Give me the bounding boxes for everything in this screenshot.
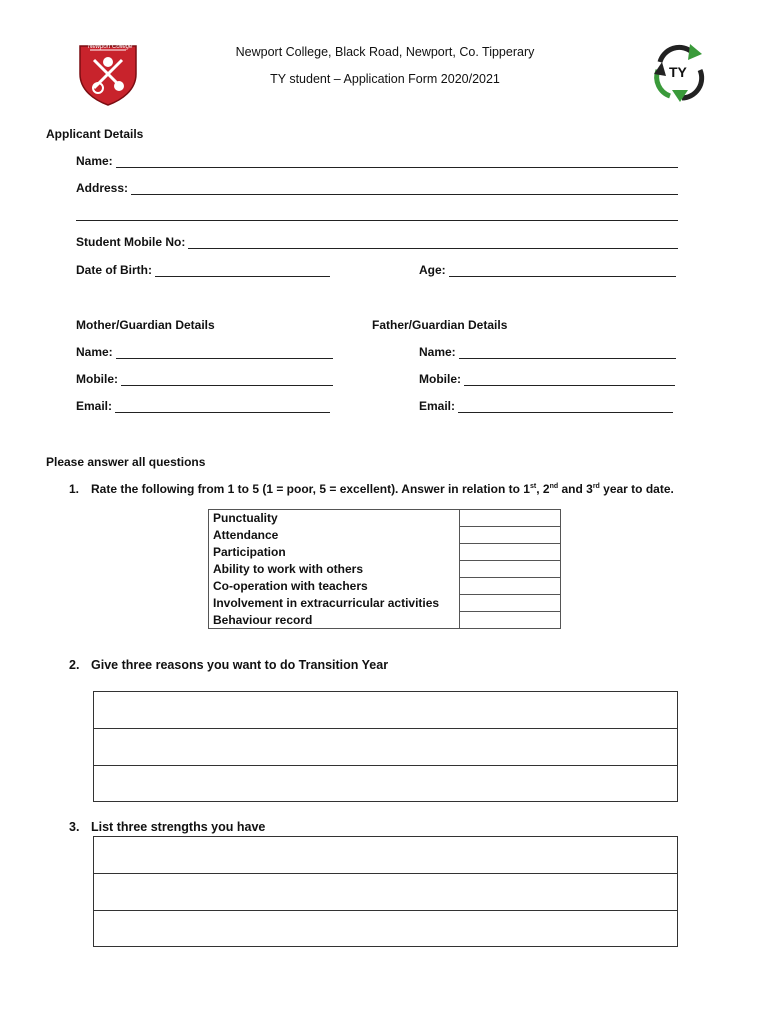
strengths-answer-box (93, 836, 678, 947)
rating-item-label: Punctuality (209, 510, 460, 527)
rating-row (209, 561, 561, 578)
rating-row (209, 527, 561, 544)
strength-answer-row[interactable] (94, 837, 677, 874)
rating-item-label: Behaviour record (209, 612, 460, 629)
rating-row (209, 578, 561, 595)
question-1: 1. Rate the following from 1 to 5 (1 = poor, 5 = excellent). Answer in relation to 1st, 2nd and 3rd year to date. (69, 482, 674, 496)
reason-answer-row[interactable] (94, 766, 677, 802)
mother-mobile-field[interactable]: Mobile: (76, 372, 333, 386)
rating-score-cell[interactable] (460, 544, 561, 561)
rating-row (209, 510, 561, 527)
question-3: 3. List three strengths you have (69, 820, 266, 834)
age-field[interactable]: Age: (419, 263, 676, 277)
reasons-answer-box (93, 691, 678, 802)
rating-row (209, 612, 561, 629)
school-crest-logo: Newport College (76, 40, 140, 106)
father-name-field[interactable]: Name: (419, 345, 676, 359)
applicant-section-title: Applicant Details (46, 127, 144, 141)
father-guardian-title: Father/Guardian Details (372, 318, 508, 332)
questions-intro: Please answer all questions (46, 455, 206, 469)
date-of-birth-field[interactable]: Date of Birth: (76, 263, 330, 277)
applicant-address-field[interactable]: Address: (76, 181, 678, 195)
rating-table (208, 509, 561, 629)
rating-item-label: Co-operation with teachers (209, 578, 460, 595)
mother-guardian-title: Mother/Guardian Details (76, 318, 215, 332)
rating-score-cell[interactable] (460, 561, 561, 578)
rating-item-label: Participation (209, 544, 460, 561)
father-mobile-field[interactable]: Mobile: (419, 372, 675, 386)
reason-answer-row[interactable] (94, 692, 677, 729)
school-address: Newport College, Black Road, Newport, Co. Tipperary (235, 45, 535, 59)
rating-row (209, 595, 561, 612)
rating-score-cell[interactable] (460, 612, 561, 629)
form-title: TY student – Application Form 2020/2021 (270, 72, 500, 86)
rating-score-cell[interactable] (460, 578, 561, 595)
applicant-address-line-2[interactable] (76, 208, 678, 221)
strength-answer-row[interactable] (94, 911, 677, 947)
rating-score-cell[interactable] (460, 595, 561, 612)
rating-score-cell[interactable] (460, 510, 561, 527)
strength-answer-row[interactable] (94, 874, 677, 911)
father-email-field[interactable]: Email: (419, 399, 673, 413)
student-mobile-field[interactable]: Student Mobile No: (76, 235, 678, 249)
rating-item-label: Involvement in extracurricular activities (209, 595, 460, 612)
rating-item-label: Attendance (209, 527, 460, 544)
ty-recycle-logo: TY (652, 42, 706, 104)
mother-email-field[interactable]: Email: (76, 399, 330, 413)
rating-row (209, 544, 561, 561)
rating-score-cell[interactable] (460, 527, 561, 544)
rating-item-label: Ability to work with others (209, 561, 460, 578)
applicant-name-field[interactable]: Name: (76, 154, 678, 168)
question-2: 2. Give three reasons you want to do Transition Year (69, 658, 389, 672)
reason-answer-row[interactable] (94, 729, 677, 766)
mother-name-field[interactable]: Name: (76, 345, 333, 359)
